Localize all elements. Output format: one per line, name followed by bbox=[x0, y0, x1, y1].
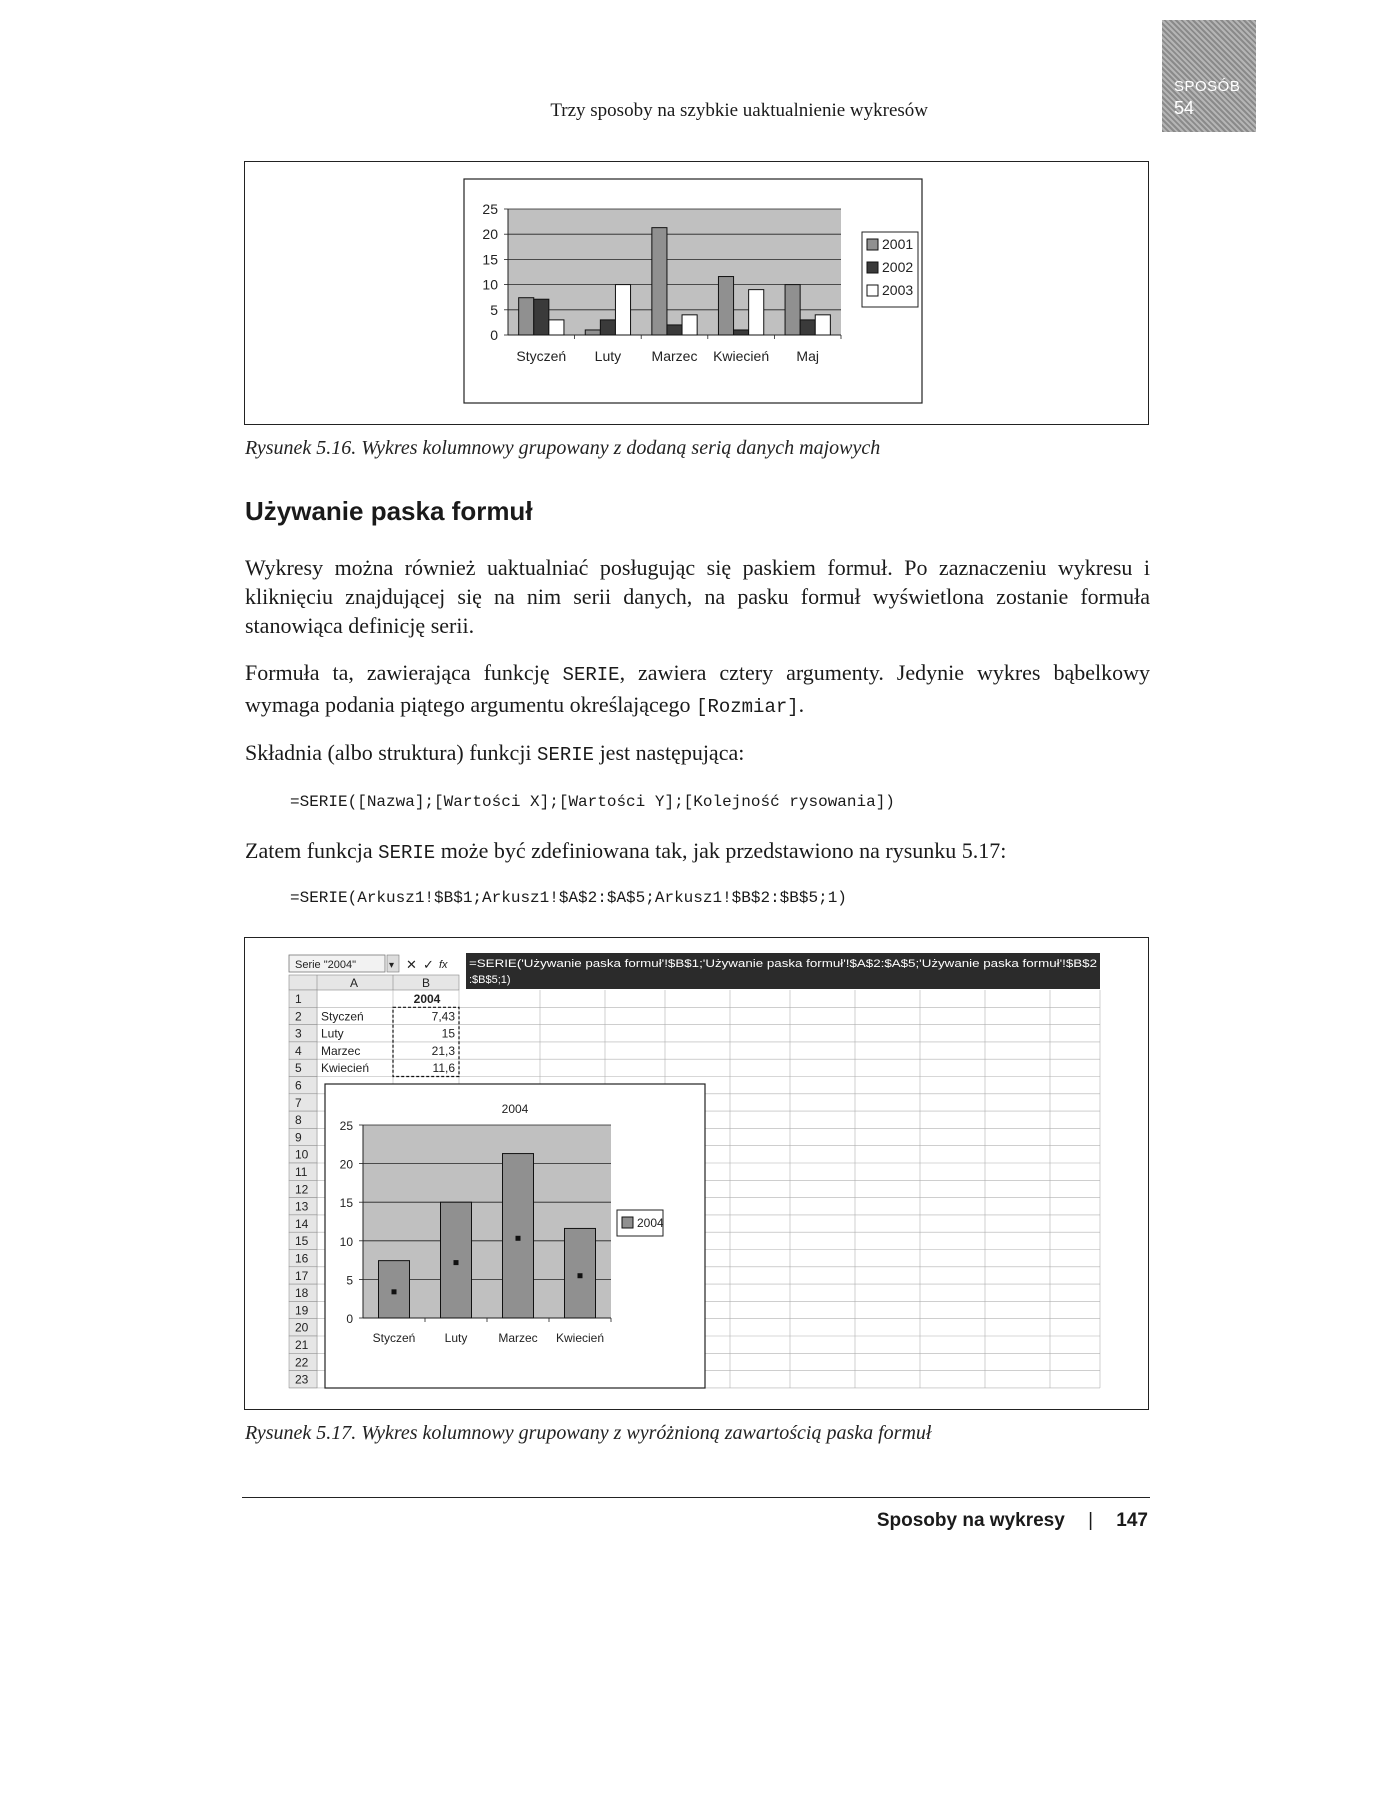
function-icon[interactable]: fx bbox=[439, 959, 448, 971]
row-header bbox=[289, 1128, 317, 1145]
legend-label: 2002 bbox=[882, 259, 914, 275]
row-number: 1 bbox=[295, 992, 302, 1006]
legend-swatch bbox=[622, 1217, 633, 1228]
bar bbox=[652, 228, 667, 335]
x-tick-label: Kwiecień bbox=[713, 348, 770, 364]
row-header bbox=[289, 1042, 317, 1059]
spreadsheet-screenshot bbox=[245, 938, 1148, 1409]
col-header-a[interactable]: A bbox=[350, 976, 359, 990]
row-header bbox=[289, 1025, 317, 1042]
figure-1-caption: Rysunek 5.16. Wykres kolumnowy grupowany z dodaną serią danych majowych bbox=[245, 437, 881, 459]
legend-label: 2004 bbox=[637, 1216, 664, 1230]
formula-bar-line-2[interactable]: :$B$5;1) bbox=[469, 974, 511, 986]
row-number: 22 bbox=[295, 1355, 309, 1370]
p2-text-a: Formuła ta, zawierająca funkcję bbox=[245, 660, 563, 685]
footer bbox=[877, 1510, 1148, 1532]
row-header bbox=[289, 990, 317, 1007]
row-number: 23 bbox=[295, 1372, 309, 1387]
x-tick-label: Marzec bbox=[651, 348, 698, 364]
cell-b: 7,43 bbox=[431, 1009, 455, 1024]
row-number: 3 bbox=[295, 1026, 302, 1041]
p2-text-c: . bbox=[798, 692, 805, 717]
row-number: 9 bbox=[295, 1130, 302, 1145]
bar bbox=[815, 315, 830, 335]
dropdown-icon[interactable]: ▾ bbox=[389, 960, 395, 971]
cell-b: 11,6 bbox=[432, 1061, 455, 1076]
figure-2-caption: Rysunek 5.17. Wykres kolumnowy grupowany z wyróżnioną zawartością paska formuł bbox=[245, 1422, 932, 1444]
bar bbox=[734, 330, 749, 335]
paragraph-2 bbox=[245, 658, 1150, 722]
row-number: 4 bbox=[295, 1043, 302, 1058]
y-tick-label: 10 bbox=[482, 276, 498, 293]
paragraph-1: Wykresy można również uaktualniać posługując się paskiem formuł. Po zaznaczeniu wykresu i kliknięciu znajdującej się na nim serii danych, na pasku formuł wyświetlona zostanie formuła stanowiąca definicję serii. bbox=[245, 555, 1150, 638]
bar-selection-marker bbox=[392, 1289, 397, 1294]
row-number: 18 bbox=[295, 1286, 309, 1301]
code-syntax: =SERIE([Nazwa];[Wartości X];[Wartości Y];[Kolejność rysowania]) bbox=[290, 793, 895, 811]
row-number: 19 bbox=[295, 1303, 309, 1318]
formula-bar-line-1[interactable]: =SERIE('Używanie paska formuł'!$B$1;'Używanie paska formuł'!$A$2:$A$5;'Używanie paska formuł'!$B$2 bbox=[469, 958, 1097, 970]
row-number: 20 bbox=[295, 1320, 309, 1335]
bar bbox=[600, 320, 615, 335]
bar-selection-marker bbox=[516, 1236, 521, 1241]
bar bbox=[441, 1202, 472, 1318]
row-number: 14 bbox=[295, 1216, 309, 1231]
cell-a: Marzec bbox=[321, 1043, 361, 1058]
p4-code: SERIE bbox=[378, 842, 436, 864]
figure-2-frame bbox=[244, 937, 1149, 1410]
row-number: 15 bbox=[295, 1234, 309, 1249]
row-number: 8 bbox=[295, 1113, 302, 1128]
y-tick-label: 20 bbox=[482, 226, 498, 243]
x-tick-label: Styczeń bbox=[372, 1331, 416, 1345]
cell-a: Kwiecień bbox=[321, 1061, 370, 1076]
chart-title: 2004 bbox=[501, 1102, 529, 1116]
page-number: 147 bbox=[1116, 1510, 1148, 1531]
x-tick-label: Styczeń bbox=[516, 348, 567, 364]
row-header bbox=[289, 1094, 317, 1111]
row-number: 6 bbox=[295, 1078, 302, 1093]
y-tick-label: 15 bbox=[482, 251, 498, 268]
y-tick-label: 0 bbox=[490, 327, 498, 343]
x-tick-label: Luty bbox=[444, 1331, 468, 1345]
bar bbox=[682, 315, 697, 335]
row-header bbox=[289, 1111, 317, 1128]
y-tick-label: 5 bbox=[346, 1273, 353, 1288]
enter-icon[interactable]: ✓ bbox=[423, 957, 434, 972]
row-number: 11 bbox=[295, 1165, 308, 1179]
legend-label: 2003 bbox=[882, 282, 914, 298]
x-tick-label: Maj bbox=[796, 348, 819, 364]
y-tick-label: 25 bbox=[482, 201, 498, 217]
y-tick-label: 25 bbox=[339, 1119, 353, 1133]
sposob-number: 54 bbox=[1174, 98, 1195, 118]
code-example: =SERIE(Arkusz1!$B$1;Arkusz1!$A$2:$A$5;Arkusz1!$B$2:$B$5;1) bbox=[290, 889, 847, 907]
legend-swatch bbox=[867, 239, 878, 250]
footer-rule bbox=[242, 1497, 1150, 1498]
cell-b: 15 bbox=[441, 1026, 455, 1041]
sposob-badge bbox=[1162, 20, 1256, 132]
p3-code: SERIE bbox=[537, 744, 595, 766]
row-number: 21 bbox=[295, 1338, 309, 1352]
p3-text-b: jest następująca: bbox=[594, 740, 745, 765]
legend-label: 2001 bbox=[882, 236, 914, 252]
bar bbox=[585, 330, 600, 335]
x-tick-label: Kwiecień bbox=[555, 1331, 605, 1345]
bar bbox=[615, 285, 630, 335]
cancel-icon[interactable]: ✕ bbox=[406, 957, 417, 972]
running-head: Trzy sposoby na szybkie uaktualnienie wykresów bbox=[550, 100, 928, 121]
row-number: 5 bbox=[295, 1061, 302, 1076]
row-header bbox=[289, 1077, 317, 1094]
bar bbox=[549, 320, 564, 335]
row-number: 17 bbox=[295, 1268, 309, 1283]
row-header bbox=[289, 1007, 317, 1024]
cell-a: Luty bbox=[321, 1026, 344, 1041]
bar bbox=[800, 320, 815, 335]
p2-text-b: , zawiera cztery argumenty. Jedynie wykres bąbelkowy wymaga podania piątego argumentu określającego bbox=[245, 660, 1150, 717]
row-number: 7 bbox=[295, 1095, 302, 1110]
section-heading: Używanie paska formuł bbox=[245, 496, 533, 526]
footer-separator: | bbox=[1088, 1510, 1094, 1531]
row-header bbox=[289, 1059, 317, 1076]
x-tick-label: Luty bbox=[594, 348, 622, 364]
bar-selection-marker bbox=[454, 1260, 459, 1265]
row-number: 13 bbox=[295, 1199, 309, 1214]
bar-selection-marker bbox=[578, 1273, 583, 1278]
bar bbox=[503, 1154, 534, 1318]
row-number: 2 bbox=[295, 1009, 302, 1024]
bar bbox=[667, 325, 682, 335]
legend-swatch bbox=[867, 285, 878, 296]
p2-code-rozmiar: [Rozmiar] bbox=[696, 696, 799, 718]
p4-text-a: Zatem funkcja bbox=[245, 838, 379, 863]
paragraph-4 bbox=[245, 836, 1150, 868]
footer-section: Sposoby na wykresy bbox=[876, 1510, 1065, 1531]
y-tick-label: 20 bbox=[339, 1157, 353, 1172]
x-tick-label: Marzec bbox=[498, 1331, 538, 1345]
y-tick-label: 5 bbox=[490, 301, 498, 318]
col-header-b[interactable]: B bbox=[422, 976, 431, 990]
p4-text-b: może być zdefiniowana tak, jak przedstawiono na rysunku 5.17: bbox=[435, 838, 1007, 863]
bar bbox=[534, 299, 549, 335]
p3-text-a: Składnia (albo struktura) funkcji bbox=[245, 740, 538, 765]
y-tick-label: 10 bbox=[339, 1234, 353, 1249]
bar bbox=[785, 285, 800, 335]
y-tick-label: 15 bbox=[339, 1196, 353, 1211]
row-number: 12 bbox=[295, 1182, 309, 1197]
cell-a: Styczeń bbox=[321, 1009, 364, 1024]
y-tick-label: 0 bbox=[346, 1312, 353, 1326]
name-box[interactable]: Serie "2004" bbox=[295, 959, 357, 971]
bar bbox=[718, 277, 733, 335]
row-number: 10 bbox=[295, 1147, 309, 1162]
bar bbox=[749, 290, 764, 335]
figure-1-frame bbox=[244, 161, 1149, 425]
cell-b: 2004 bbox=[413, 992, 441, 1006]
row-number: 16 bbox=[295, 1251, 309, 1266]
bar bbox=[519, 298, 534, 335]
cell-b: 21,3 bbox=[431, 1043, 455, 1058]
paragraph-3 bbox=[245, 738, 1150, 770]
chart-1 bbox=[245, 162, 1148, 424]
sposob-label: SPOSÓB bbox=[1174, 78, 1241, 95]
p2-code-serie: SERIE bbox=[562, 664, 620, 686]
legend-swatch bbox=[867, 262, 878, 273]
